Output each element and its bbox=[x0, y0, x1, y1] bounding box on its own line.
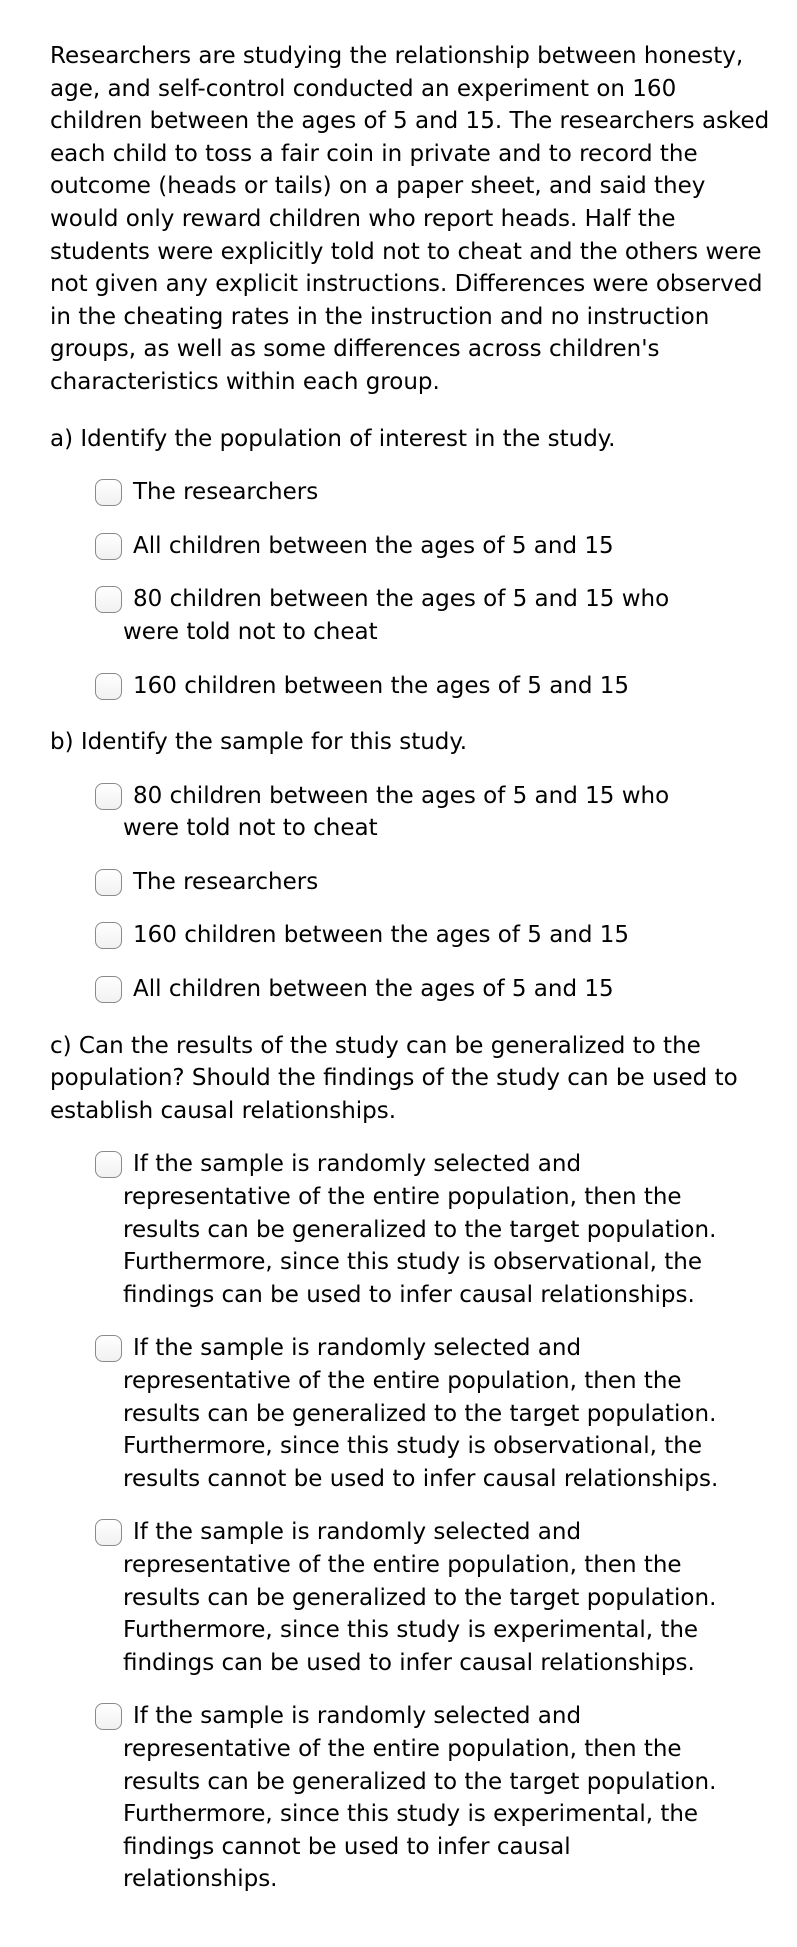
option-label: All children between the ages of 5 and 15 bbox=[133, 976, 614, 1003]
question-a-prompt: a) Identify the population of interest in the study. bbox=[50, 425, 616, 452]
checkbox[interactable] bbox=[95, 922, 122, 949]
question-c-option-1[interactable] bbox=[50, 1148, 730, 1311]
option-label: The researchers bbox=[133, 479, 319, 506]
question-a-option-2[interactable] bbox=[50, 530, 730, 563]
question-c-option-2[interactable] bbox=[50, 1332, 730, 1495]
question-b-option-3[interactable] bbox=[50, 919, 730, 952]
question-b-option-2[interactable] bbox=[50, 866, 730, 899]
question-b-prompt: b) Identify the sample for this study. bbox=[50, 729, 468, 756]
question-b-option-1[interactable] bbox=[50, 780, 730, 845]
checkbox[interactable] bbox=[95, 976, 122, 1003]
checkbox[interactable] bbox=[95, 1519, 122, 1546]
question-a-option-4[interactable] bbox=[50, 670, 730, 703]
option-label: If the sample is randomly selected and representative of the entire population, then the results can be generalized to the target population. Furthermore, since this study is experimental, the findings can be used to infer causal relationships. bbox=[123, 1519, 717, 1676]
option-label: 160 children between the ages of 5 and 15 bbox=[133, 922, 630, 949]
option-label: All children between the ages of 5 and 15 bbox=[133, 532, 614, 559]
question-c-prompt: c) Can the results of the study can be generalized to the population? Should the findings of the study can be used to establish causal relationships. bbox=[50, 1032, 738, 1124]
option-label: If the sample is randomly selected and representative of the entire population, then the results can be generalized to the target population. Furthermore, since this study is observational, the findings can be used to infer causal relationships. bbox=[123, 1151, 717, 1308]
question-c-options bbox=[50, 1148, 771, 1895]
question-b-options bbox=[50, 780, 771, 1006]
option-label: If the sample is randomly selected and representative of the entire population, then the results can be generalized to the target population. Furthermore, since this study is experimental, the findings cannot be used to infer causal relationships. bbox=[123, 1703, 717, 1893]
checkbox[interactable] bbox=[95, 533, 122, 560]
question-a-option-1[interactable] bbox=[50, 476, 730, 509]
checkbox[interactable] bbox=[95, 1703, 122, 1730]
option-label: 160 children between the ages of 5 and 15 bbox=[133, 672, 630, 699]
checkbox[interactable] bbox=[95, 673, 122, 700]
checkbox[interactable] bbox=[95, 586, 122, 613]
problem-statement: Researchers are studying the relationship between honesty, age, and self-control conducted an experiment on 160 children between the ages of 5 and 15. The researchers asked each child to toss a fair coin in private and to record the outcome (heads or tails) on a paper sheet, and said they would only reward children who report heads. Half the students were explicitly told not to cheat and the others were not given any explicit instructions. Differences were observed in the cheating rates in the instruction and no instruction groups, as well as some differences across children's characteristics within each group. bbox=[50, 43, 770, 395]
question-c-option-4[interactable] bbox=[50, 1700, 730, 1896]
checkbox[interactable] bbox=[95, 479, 122, 506]
checkbox[interactable] bbox=[95, 783, 122, 810]
option-label: 80 children between the ages of 5 and 15 who were told not to cheat bbox=[123, 782, 670, 842]
question-a-option-3[interactable] bbox=[50, 583, 730, 648]
option-label: If the sample is randomly selected and representative of the entire population, then the results can be generalized to the target population. Furthermore, since this study is observational, the results cannot be used to infer causal relationships. bbox=[123, 1335, 719, 1492]
question-b-option-4[interactable] bbox=[50, 973, 730, 1006]
checkbox[interactable] bbox=[95, 1335, 122, 1362]
question-c-option-3[interactable] bbox=[50, 1516, 730, 1679]
option-label: 80 children between the ages of 5 and 15 who were told not to cheat bbox=[123, 586, 670, 645]
option-label: The researchers bbox=[133, 868, 319, 895]
checkbox[interactable] bbox=[95, 1151, 122, 1178]
checkbox[interactable] bbox=[95, 869, 122, 896]
question-a-options bbox=[50, 476, 771, 702]
